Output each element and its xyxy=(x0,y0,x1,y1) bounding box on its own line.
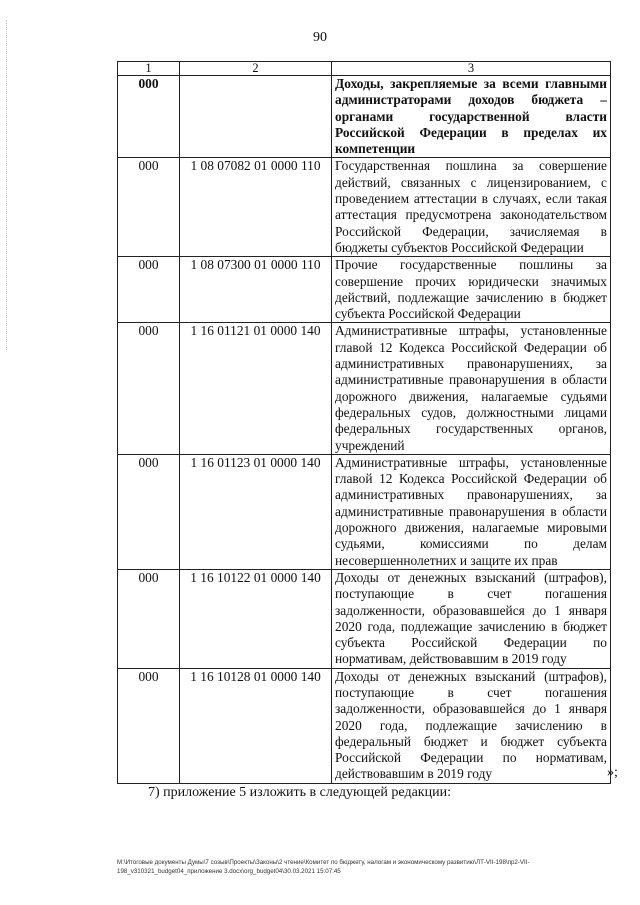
admin-code-cell: 000 xyxy=(118,454,180,569)
admin-code-cell: 000 xyxy=(118,569,180,668)
column-number-2: 2 xyxy=(180,62,332,76)
admin-code-cell: 000 xyxy=(118,323,180,454)
kbk-code-cell: 1 16 01121 01 0000 140 xyxy=(180,323,332,454)
kbk-code-cell: 1 16 10128 01 0000 140 xyxy=(180,668,332,783)
amendment-paragraph: 7) приложение 5 изложить в следующей редакции: xyxy=(148,785,451,800)
description-cell: Государственная пошлина за совершение действий, связанных с лицензированием, с проведением аттестации в случаях, если такая аттестация предусмотрена законодательством Российской Федерации, зачисляемая в бюджеты субъектов Российской Федерации xyxy=(332,158,611,257)
description-cell: Доходы от денежных взысканий (штрафов), поступающие в счет погашения задолженности, образовавшейся до 1 января 2020 года, подлежащие зачислению в федеральный бюджет и бюджет субъекта Российской Федерации по нормативам, действовавшим в 2019 году xyxy=(332,668,611,783)
admin-code-cell: 000 xyxy=(118,158,180,257)
closing-quote-mark: »; xyxy=(607,765,618,780)
description-cell: Административные штрафы, установленные главой 12 Кодекса Российской Федерации об административных правонарушениях, за административные правонарушения в области дорожного движения, налагаемые судьями федеральных судов, должностными лицами федеральных государственных органов, учреждений xyxy=(332,323,611,454)
table-row xyxy=(118,668,611,783)
revenue-table xyxy=(117,61,611,784)
kbk-code-cell xyxy=(180,76,332,158)
description-cell: Прочие государственные пошлины за совершение прочих юридически значимых действий, подлежащие зачислению в бюджет субъекта Российской Федерации xyxy=(332,257,611,323)
kbk-code-cell: 1 08 07082 01 0000 110 xyxy=(180,158,332,257)
table-row xyxy=(118,76,611,158)
kbk-code-cell: 1 16 10122 01 0000 140 xyxy=(180,569,332,668)
page-number: 90 xyxy=(313,30,327,45)
table-row xyxy=(118,569,611,668)
admin-code-cell: 000 xyxy=(118,668,180,783)
admin-code-cell: 000 xyxy=(118,76,180,158)
column-number-1: 1 xyxy=(118,62,180,76)
description-cell: Административные штрафы, установленные главой 12 Кодекса Российской Федерации об административных правонарушениях, за административные правонарушения в области дорожного движения, налагаемые мировыми судьями, комиссиями по делам несовершеннолетних и защите их прав xyxy=(332,454,611,569)
description-cell: Доходы от денежных взысканий (штрафов), поступающие в счет погашения задолженности, образовавшейся до 1 января 2020 года, подлежащие зачислению в бюджет субъекта Российской Федерации по нормативам, действовавшим в 2019 году xyxy=(332,569,611,668)
table-row xyxy=(118,454,611,569)
table-row xyxy=(118,323,611,454)
description-cell: Доходы, закрепляемые за всеми главными администраторами доходов бюджета – органами государственной власти Российской Федерации в пределах их компетенции xyxy=(332,76,611,158)
column-number-row xyxy=(118,62,611,76)
table-row xyxy=(118,158,611,257)
table-row xyxy=(118,257,611,323)
kbk-code-cell: 1 08 07300 01 0000 110 xyxy=(180,257,332,323)
kbk-code-cell: 1 16 01123 01 0000 140 xyxy=(180,454,332,569)
column-number-3: 3 xyxy=(332,62,611,76)
admin-code-cell: 000 xyxy=(118,257,180,323)
file-path-footer: M:\Итоговые документы Думы\7 созыв\Проекты\Законы\2 чтение\Комитет по бюджету, налогам и экономическому развитию\ЛТ-VII-198\пр2-VII-198_v310321_budget04_приложение 3.docx\org_budget04\30.03.2021 15:07:45 xyxy=(117,859,530,875)
margin-dotted-line xyxy=(6,20,8,350)
